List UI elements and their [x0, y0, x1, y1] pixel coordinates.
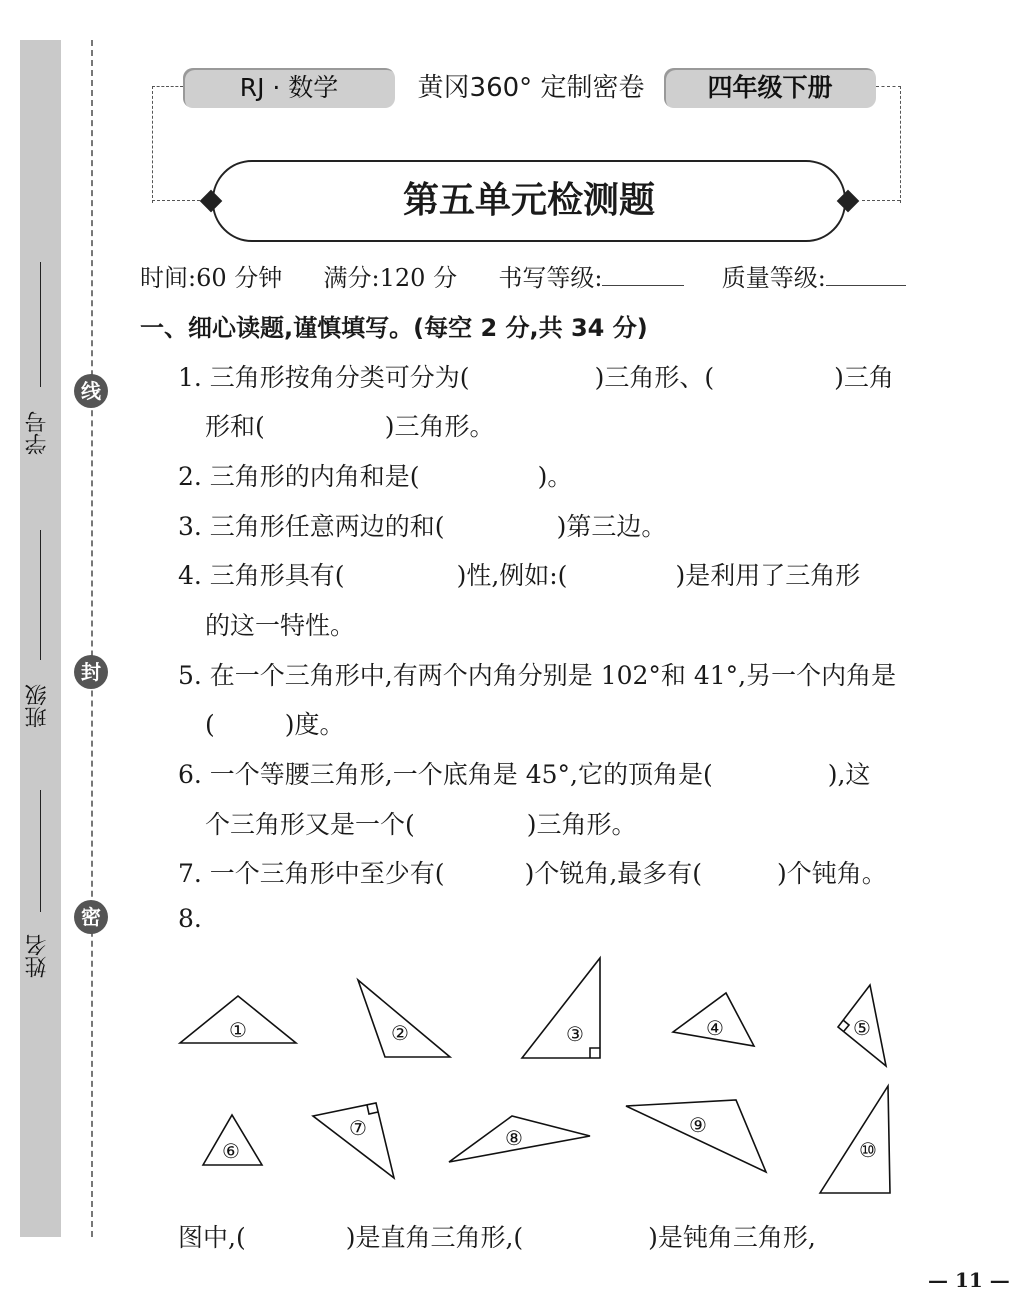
student-no-label: 学号	[25, 411, 50, 455]
triangle-label-9: ⑨	[689, 1113, 707, 1137]
triangle-label-3: ③	[566, 1022, 584, 1046]
triangle-label-10: ⑩	[859, 1138, 877, 1162]
triangles-figure	[0, 940, 1000, 1210]
q2-text-a: 2. 三角形的内角和是(	[178, 462, 420, 491]
q7-text-c: )个钝角。	[777, 859, 887, 888]
q5-text-b: (	[205, 710, 215, 739]
q8-text-b: )是直角三角形,(	[345, 1223, 524, 1252]
quality-grade-blank[interactable]	[826, 267, 906, 286]
class-line	[40, 530, 41, 660]
q2-text-b: )。	[537, 462, 573, 491]
triangle-label-2: ②	[391, 1021, 409, 1045]
q4-text-a: 4. 三角形具有(	[178, 561, 345, 590]
header-connector-right	[876, 86, 901, 203]
class-label: 班级	[25, 684, 50, 728]
q6-text-b: ),这	[827, 760, 871, 789]
writing-grade-label: 书写等级:	[498, 264, 603, 292]
time-info: 时间:60 分钟	[140, 264, 283, 292]
page-number: — 11 —	[928, 1268, 1010, 1292]
triangle-label-8: ⑧	[505, 1126, 523, 1150]
name-line	[40, 790, 41, 912]
question-5: 5. 在一个三角形中,有两个内角分别是 102°和 41°,另一个内角是	[178, 661, 897, 690]
subject-pill: RJ · 数学	[183, 68, 395, 108]
header-connector-right-bottom	[862, 200, 900, 201]
question-3	[178, 507, 666, 543]
question-7	[178, 854, 887, 890]
q3-text-b: )第三边。	[556, 512, 667, 541]
triangle-label-6: ⑥	[222, 1139, 240, 1163]
header-connector-left-bottom	[152, 200, 200, 201]
grade-pill: 四年级下册	[664, 68, 876, 108]
name-label: 姓名	[25, 934, 50, 978]
q1-text-b: )三角形、(	[594, 363, 715, 392]
triangle-5-right-angle	[843, 1020, 849, 1031]
q6-text-d: )三角形。	[526, 810, 637, 839]
q4-text-c: )是利用了三角形	[675, 561, 861, 590]
seal-seal-marker: 封	[74, 655, 108, 689]
question-2	[178, 457, 572, 493]
q7-text-b: )个锐角,最多有(	[524, 859, 703, 888]
q8-text-c: )是钝角三角形,	[648, 1223, 816, 1252]
writing-grade-blank[interactable]	[602, 267, 684, 286]
triangle-label-7: ⑦	[349, 1116, 367, 1140]
q1-text-e: )三角形。	[384, 412, 495, 441]
full-score-info: 满分:120 分	[323, 264, 458, 292]
q4-text-b: )性,例如:(	[456, 561, 568, 590]
question-1-cont	[205, 407, 495, 443]
q3-text-a: 3. 三角形任意两边的和(	[178, 512, 445, 541]
q6-text-c: 个三角形又是一个(	[205, 810, 415, 839]
page-title: 第五单元检测题	[402, 179, 655, 221]
question-5-cont	[205, 705, 345, 741]
triangle-10	[820, 1086, 890, 1193]
triangle-label-4: ④	[706, 1016, 724, 1040]
q6-text-a: 6. 一个等腰三角形,一个底角是 45°,它的顶角是(	[178, 760, 713, 789]
student-no-line	[40, 262, 41, 387]
q1-text-c: )三角	[834, 363, 894, 392]
q5-text-c: )度。	[284, 710, 345, 739]
question-6-cont	[205, 805, 637, 841]
triangle-3	[522, 958, 600, 1058]
triangle-7	[313, 1103, 394, 1178]
exam-info-line	[140, 258, 906, 293]
seal-secret-marker: 密	[74, 900, 108, 934]
question-1	[178, 358, 894, 394]
q7-text-a: 7. 一个三角形中至少有(	[178, 859, 445, 888]
seal-line-marker: 线	[74, 374, 108, 408]
question-8-answer-line	[178, 1218, 816, 1254]
question-4	[178, 556, 860, 592]
question-6	[178, 755, 870, 791]
section-1-heading: 一、细心读题,谨慎填写。(每空 2 分,共 34 分)	[140, 314, 648, 342]
series-title: 黄冈360° 定制密卷	[417, 73, 645, 103]
q1-text-d: 形和(	[205, 412, 265, 441]
q1-text-a: 1. 三角形按角分类可分为(	[178, 363, 470, 392]
question-8: 8.	[178, 904, 202, 933]
triangle-3-right-angle	[590, 1048, 600, 1058]
triangle-label-5: ⑤	[853, 1016, 871, 1040]
triangle-label-1: ①	[229, 1018, 247, 1042]
question-4-cont: 的这一特性。	[205, 611, 356, 640]
quality-grade-label: 质量等级:	[721, 264, 826, 292]
q8-text-a: 图中,(	[178, 1223, 246, 1252]
header-connector-left	[152, 86, 183, 203]
triangle-2	[358, 980, 450, 1057]
